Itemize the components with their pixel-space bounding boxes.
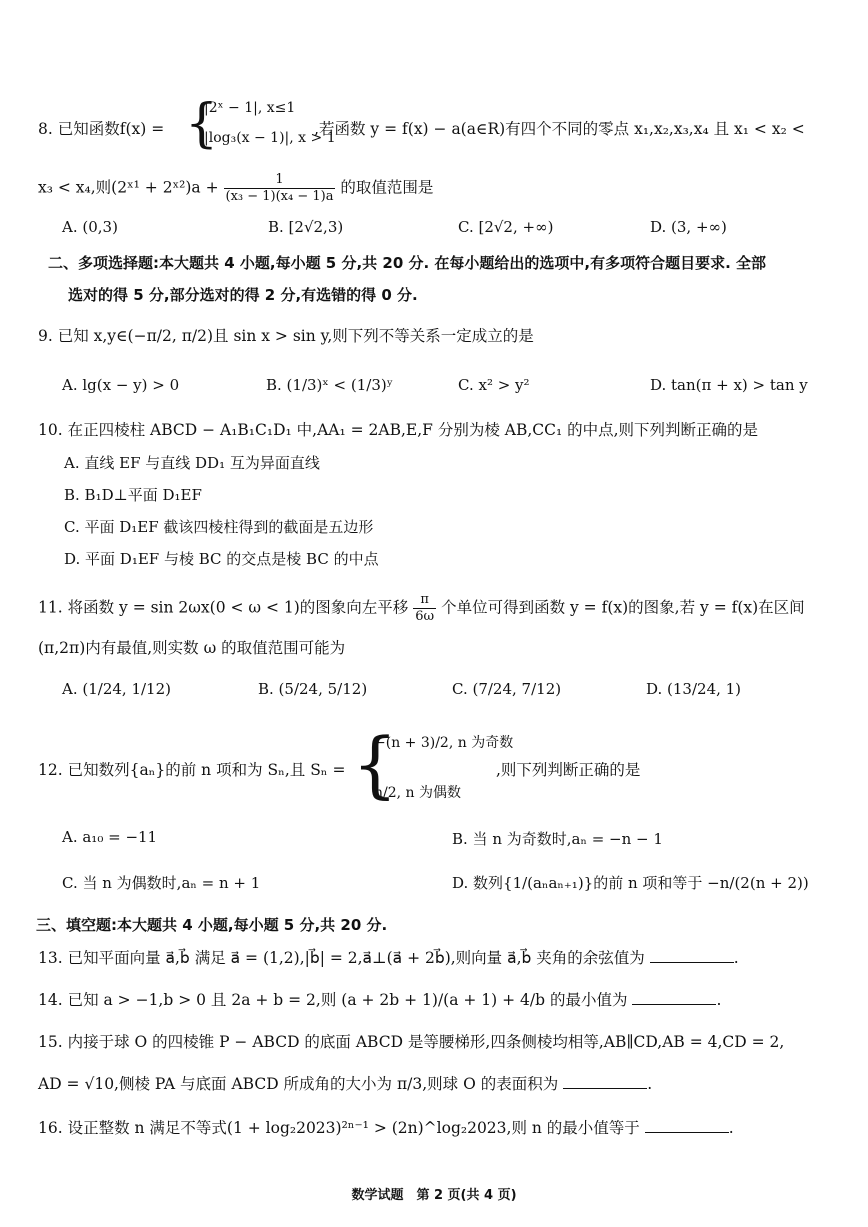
q8-suffix: ,若函数 y = f(x) − a(a∈R)有四个不同的零点 x₁,x₂,x₃,x₄ 且 x₁ < x₂ < [314, 120, 805, 138]
q11-frac-num: π [413, 592, 436, 609]
q16-stem: 16. 设正整数 n 满足不等式(1 + log₂2023)²ⁿ⁻¹ > (2n)^log₂2023,则 n 的最小值等于 [38, 1119, 640, 1137]
q9-option-a: A. lg(x − y) > 0 [62, 376, 180, 394]
q15-answer-blank[interactable] [563, 1087, 647, 1089]
q12-stem-prefix: 12. 已知数列{aₙ}的前 n 项和为 Sₙ,且 Sₙ = [38, 761, 346, 779]
q12-brace: { [352, 722, 398, 806]
q10-option-b: B. B₁D⊥平面 D₁EF [64, 486, 202, 504]
q12-option-b: B. 当 n 为奇数时,aₙ = −n − 1 [452, 830, 663, 848]
q16-answer-blank[interactable] [645, 1131, 729, 1133]
section2-heading: 二、多项选择题:本大题共 4 小题,每小题 5 分,共 20 分. 在每小题给出的选项中,有多项符合题目要求. 全部 [48, 254, 767, 272]
q8-prefix: 8. 已知函数f(x) = [38, 120, 165, 138]
q11-line1 [38, 592, 848, 625]
q9-stem: 9. 已知 x,y∈(−π/2, π/2)且 sin x > sin y,则下列不等关系一定成立的是 [38, 327, 534, 345]
q12-option-c: C. 当 n 为偶数时,aₙ = n + 1 [62, 874, 261, 892]
q12-stem-suffix: ,则下列判断正确的是 [496, 761, 641, 779]
section3-heading: 三、填空题:本大题共 4 小题,每小题 5 分,共 20 分. [36, 916, 388, 934]
q8-line2-suffix: 的取值范围是 [340, 178, 434, 197]
q11-option-a: A. (1/24, 1/12) [62, 680, 171, 698]
q10-stem: 10. 在正四棱柱 ABCD − A₁B₁C₁D₁ 中,AA₁ = 2AB,E,F 分别为棱 AB,CC₁ 的中点,则下列判断正确的是 [38, 421, 759, 439]
q12-case2: n/2, n 为偶数 [374, 785, 462, 801]
q13-stem: 13. 已知平面向量 a⃗,b⃗ 满足 a⃗ = (1,2),|b⃗| = 2,a⃗⊥(a⃗ + 2b⃗),则向量 a⃗,b⃗ 夹角的余弦值为 [38, 949, 645, 967]
q8-frac-den: (x₃ − 1)(x₄ − 1)a [225, 189, 334, 204]
q14-answer-blank[interactable] [632, 1003, 716, 1005]
section2-note: 选对的得 5 分,部分选对的得 2 分,有选错的得 0 分. [68, 286, 418, 304]
q9-option-c: C. x² > y² [458, 376, 530, 394]
q13-answer-blank[interactable] [650, 961, 734, 963]
q10-option-d: D. 平面 D₁EF 与棱 BC 的交点是棱 BC 的中点 [64, 550, 379, 568]
q11-prefix: 11. 将函数 y = sin 2ωx(0 < ω < 1)的图象向左平移 [38, 598, 409, 617]
q8-option-b: B. [2√2,3) [268, 218, 344, 236]
q11-frac-den: 6ω [415, 609, 435, 624]
q8-fraction [224, 172, 336, 205]
q8-piece1: |2ˣ − 1|, x≤1 [204, 100, 296, 116]
q15-line1: 15. 内接于球 O 的四棱锥 P − ABCD 的底面 ABCD 是等腰梯形,四条侧棱均相等,AB∥CD,AB = 4,CD = 2, [38, 1033, 785, 1051]
q8-line2-prefix: x₃ < x₄,则(2ˣ¹ + 2ˣ²)a + [38, 178, 219, 197]
page-footer: 数学试题 第 2 页(共 4 页) [351, 1188, 517, 1203]
q9-option-b: B. (1/3)ˣ < (1/3)ʸ [266, 376, 394, 394]
q11-fraction [413, 592, 436, 625]
q11-option-d: D. (13/24, 1) [646, 680, 742, 698]
q15-line2-text: AD = √10,侧棱 PA 与底面 ABCD 所成角的大小为 π/3,则球 O 的表面积为 [38, 1075, 559, 1093]
q16-line: 16. 设正整数 n 满足不等式(1 + log₂2023)²ⁿ⁻¹ > (2n)^log₂2023,则 n 的最小值等于 . [38, 1119, 734, 1137]
q8-option-a: A. (0,3) [62, 218, 118, 236]
q8-option-c: C. [2√2, +∞) [458, 218, 554, 236]
q10-option-c: C. 平面 D₁EF 截该四棱柱得到的截面是五边形 [64, 518, 374, 536]
q12-case1: −(n + 3)/2, n 为奇数 [374, 735, 514, 751]
q8-piece2: |log₃(x − 1)|, x > 1 [204, 130, 336, 146]
q8-frac-num: 1 [224, 172, 336, 189]
q9-option-d: D. tan(π + x) > tan y [650, 376, 808, 394]
q10-option-a: A. 直线 EF 与直线 DD₁ 互为异面直线 [64, 454, 320, 472]
q8-line2 [38, 172, 848, 205]
q11-suffix: 个单位可得到函数 y = f(x)的图象,若 y = f(x)在区间 [441, 598, 805, 617]
q13-line: 13. 已知平面向量 a⃗,b⃗ 满足 a⃗ = (1,2),|b⃗| = 2,a⃗⊥(a⃗ + 2b⃗),则向量 a⃗,b⃗ 夹角的余弦值为 . [38, 949, 739, 967]
q11-option-b: B. (5/24, 5/12) [258, 680, 368, 698]
q8-line1 [38, 117, 848, 139]
q14-prefix: 14. 已知 a > −1,b > 0 且 2a + b = 2,则 [38, 991, 337, 1009]
q12-option-d: D. 数列{1/(aₙaₙ₊₁)}的前 n 项和等于 −n/(2(n + 2)) [452, 874, 809, 892]
q14-expr: (a + 2b + 1)/(a + 1) + 4/b [341, 991, 546, 1009]
q14-suffix: 的最小值为 [550, 991, 628, 1009]
q11-line2: (π,2π)内有最值,则实数 ω 的取值范围可能为 [38, 639, 346, 657]
q8-option-d: D. (3, +∞) [650, 218, 727, 236]
q11-option-c: C. (7/24, 7/12) [452, 680, 562, 698]
q15-line2: AD = √10,侧棱 PA 与底面 ABCD 所成角的大小为 π/3,则球 O 的表面积为 . [38, 1075, 653, 1093]
q12-option-a: A. a₁₀ = −11 [62, 828, 158, 846]
q8-brace: { [185, 94, 219, 154]
q14-line: 14. 已知 a > −1,b > 0 且 2a + b = 2,则 (a + 2b + 1)/(a + 1) + 4/b 的最小值为 . [38, 991, 722, 1009]
